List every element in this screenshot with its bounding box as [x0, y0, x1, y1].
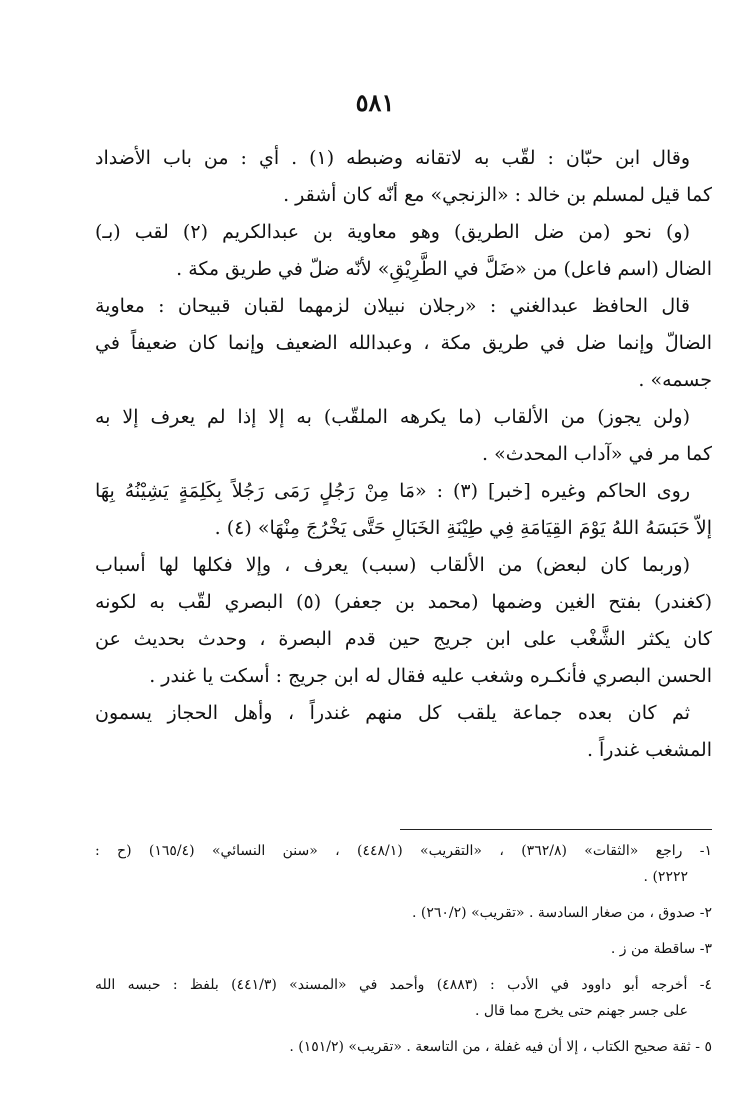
body-line: كان يكثر الشَّغْب على ابن جريج حين قدم البصرة ، وحدث بحديث عن: [95, 628, 712, 650]
footnote-1: ١- راجع «الثقات» (٣٦٢/٨) ، «التقريب» (٤٤٨/١) ، «سنن النسائي» (١٦٥/٤) (ح :: [95, 843, 712, 859]
footnote-4: ٤- أخرجه أبو داوود في الأدب : (٤٨٨٣) وأحمد في «المسند» (٤٤١/٣) بلفظ : حبسه الله: [95, 977, 712, 993]
main-text: [95, 140, 712, 769]
body-line: وقال ابن حبّان : لقّب به لاتقانه وضبطه (١) . أي : من باب الأضداد: [95, 147, 690, 169]
footnote-5: ٥ - ثقة صحيح الكتاب ، إلا أن فيه غفلة ، من التاسعة . «تقريب» (١٥١/٢) .: [289, 1039, 712, 1055]
body-line: المشغب غندراً .: [586, 739, 712, 761]
body-line: جسمه» .: [638, 369, 712, 391]
body-line: الحسن البصري فأنكـره وشغب عليه فقال له ابن جريج : أسكت يا غندر .: [149, 665, 712, 687]
body-line: الضال (اسم فاعل) من «ضَلَّ في الطَّرِيْقِ» لأنّه ضلّ في طريق مكة .: [176, 258, 712, 280]
body-line: (وربما كان لبعض) من الألقاب (سبب) يعرف ، وإلا فكلها لها أسباب: [95, 554, 690, 576]
body-line: كما قيل لمسلم بن خالد : «الزنجي» مع أنّه كان أشقر .: [283, 184, 712, 206]
footnote-1-continued: ٢٢٢٢) .: [643, 869, 688, 885]
footnotes: [95, 838, 712, 1060]
footnote-4-continued: على جسر جهنم حتى يخرج مما قال .: [474, 1003, 688, 1019]
body-line: قال الحافظ عبدالغني : «رجلان نبيلان لزمهما لقبان قبيحان : معاوية: [95, 295, 690, 317]
footnote-3: ٣- ساقطة من ز .: [610, 941, 712, 957]
footnote-2: ٢- صدوق ، من صغار السادسة . «تقريب» (٢٦٠/٢) .: [411, 905, 712, 921]
hadith-line: روى الحاكم وغيره [خبر] (٣) : «مَا مِنْ رَجُلٍ رَمَى رَجُلاً بِكَلِمَةٍ يَشِيْنُهُ بِهَا: [95, 480, 690, 502]
hadith-line: إلاّ حَبَسَهُ اللهُ يَوْمَ القِيَامَةِ فِي طِيْنَةِ الخَبَالِ حَتَّى يَخْرُجَ مِنْهَا» (٤) .: [214, 517, 712, 539]
footnote-divider: [400, 829, 712, 830]
body-line: (و) نحو (من ضل الطريق) وهو معاوية بن عبدالكريم (٢) لقب (بـ): [95, 221, 690, 243]
body-line: كما مر في «آداب المحدث» .: [482, 443, 712, 465]
body-line: ثم كان بعده جماعة يلقب كل منهم غندراً ، وأهل الحجاز يسمون: [95, 702, 690, 724]
body-line: (كغندر) بفتح الغين وضمها (محمد بن جعفر) (٥) البصري لقّب به لكونه: [95, 591, 712, 613]
body-line: (ولن يجوز) من الألقاب (ما يكرهه الملقّب) به إلا إذا لم يعرف إلا به: [95, 406, 690, 428]
body-line: الضالّ وإنما ضل في طريق مكة ، وعبدالله الضعيف وإنما كان ضعيفاً في: [95, 332, 712, 354]
page-number: ٥٨١: [355, 88, 395, 117]
